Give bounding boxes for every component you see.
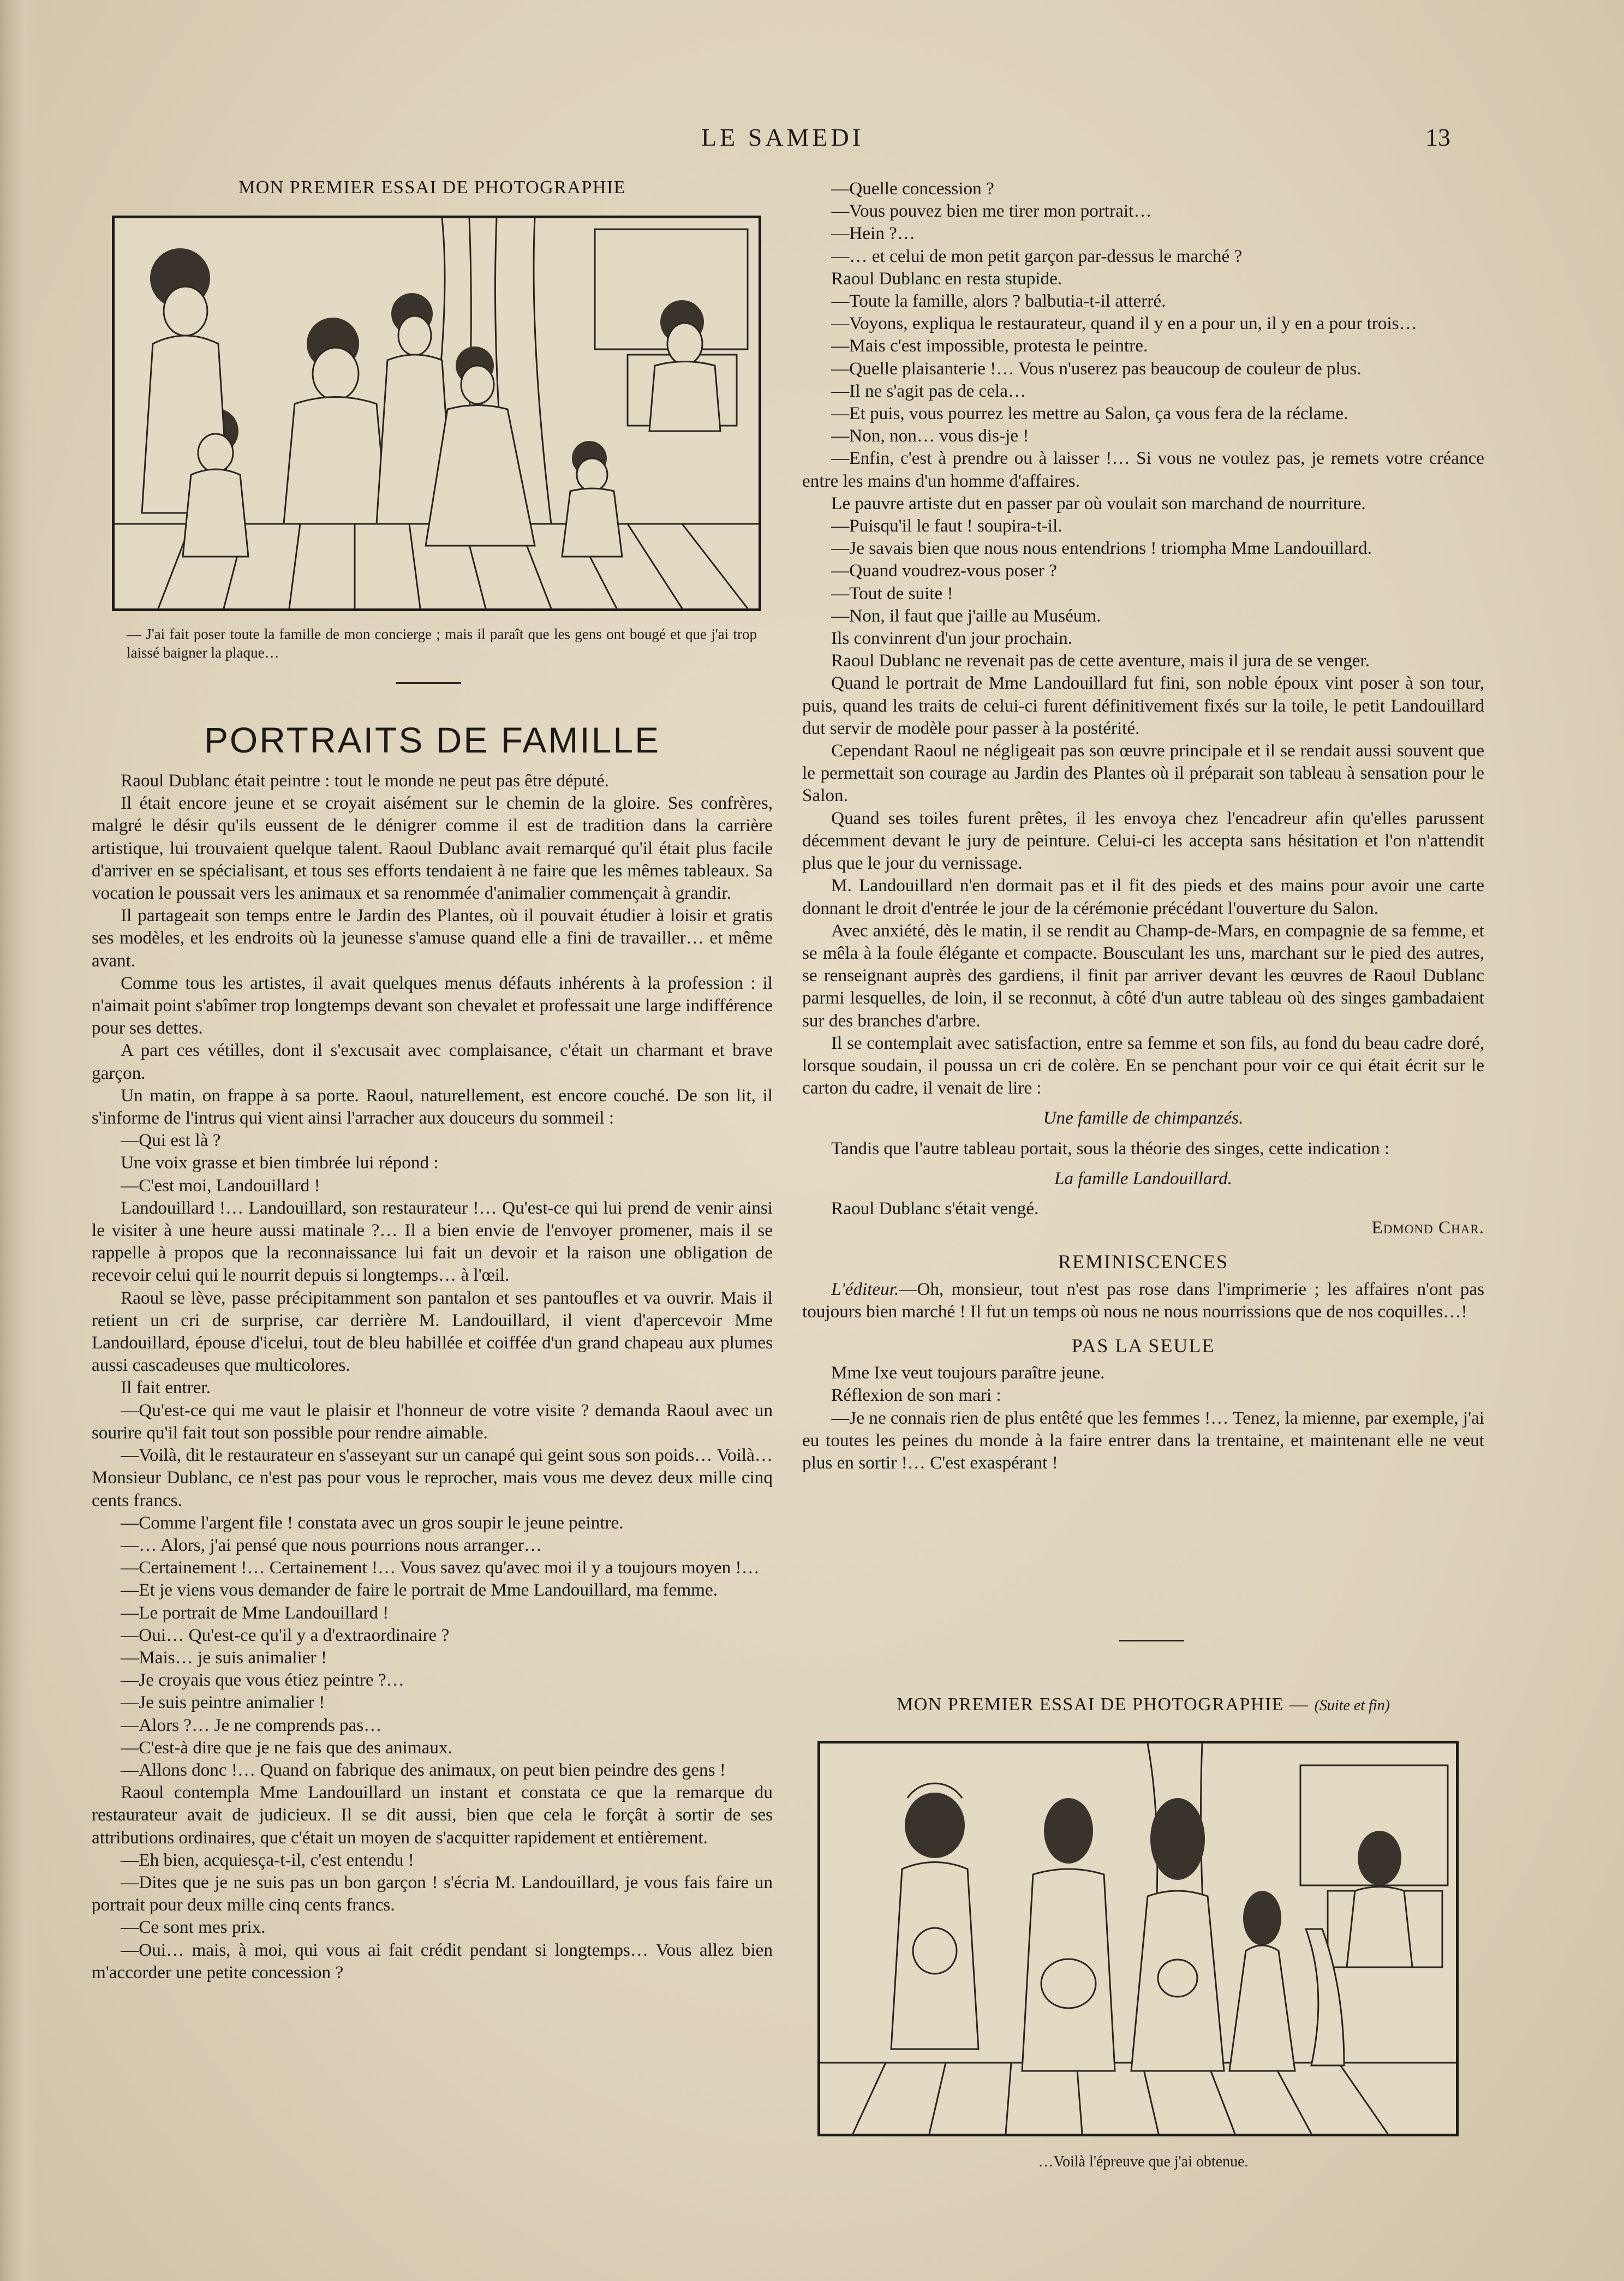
paragraph: —Quelle concession ?: [831, 178, 994, 199]
paragraph: —Mais… je suis animalier !: [121, 1647, 327, 1668]
reminiscences-title: REMINISCENCES: [1058, 1251, 1229, 1273]
paragraph: Avec anxiété, dès le matin, il se rendit au Champ-de-Mars, en compagnie de sa femme, et se mêla à la foule élégante et compacte. Bousculant les uns, marchant sur le pied des autres, se renseignant auprès des gardiens, il finit par arriver devant les œuvres de Raoul Dublanc parmi lesquelles, de loin, il se reconnut, à côté d'un autre tableau où des singes gambadaient sur des branches d'arbre.: [802, 920, 1484, 1031]
paragraph: Le pauvre artiste dut en passer par où voulait son marchand de nourriture.: [831, 493, 1366, 513]
separator-rule: [396, 682, 461, 684]
paragraph: —Toute la famille, alors ? balbutia-t-il atterré.: [831, 291, 1166, 312]
reminiscences-text: [802, 1278, 1484, 1323]
paragraph: Une voix grasse et bien timbrée lui répond :: [121, 1153, 439, 1173]
paragraph: —C'est-à dire que je ne fais que des animaux.: [121, 1737, 452, 1758]
paragraph: —Il ne s'agit pas de cela…: [831, 380, 1026, 401]
article-title: PORTRAITS DE FAMILLE: [204, 720, 661, 760]
paragraph: —Dites que je ne suis pas un bon garçon ! s'écria M. Landouillard, je vous fais faire un portrait pour deux mille cinq cents francs.: [92, 1872, 773, 1915]
figure2-subtitle: (Suite et fin): [1314, 1697, 1390, 1714]
reminiscences-body: —Oh, monsieur, tout n'est pas rose dans l'imprimerie ; les affaires n'ont pas toujours bien marché ! Il fut un temps où nous ne nous nourrissions que de nos coquilles…!: [802, 1279, 1484, 1322]
separator-rule: [1119, 1640, 1184, 1641]
paragraph: —… Alors, j'ai pensé que nous pourrions nous arranger…: [121, 1534, 542, 1555]
paragraph: Cependant Raoul ne négligeait pas son œuvre principale et il se rendait aussi souvent que le permettait son courage au Jardin des Plantes où il préparait son tableau à sensation pour le Salon.: [802, 741, 1484, 806]
paragraph: —Voilà, dit le restaurateur en s'asseyant sur un canapé qui geint sous son poids… Voilà… Monsieur Dublanc, ce n'est pas pour vous le reprocher, mais vous me devez deux mille cinq cents francs.: [92, 1445, 773, 1510]
paragraph: —Eh bien, acquiesça-t-il, c'est entendu !: [121, 1849, 414, 1870]
paragraph: —Vous pouvez bien me tirer mon portrait…: [831, 201, 1152, 222]
painting-label-chimpanzes: Une famille de chimpanzés.: [1043, 1108, 1244, 1128]
paragraph: —Oui… Qu'est-ce qu'il y a d'extraordinaire ?: [121, 1625, 450, 1645]
paragraph: —Hein ?…: [831, 223, 916, 244]
paragraph: Raoul Dublanc ne revenait pas de cette aventure, mais il jura de se venger.: [831, 650, 1370, 671]
paragraph: —Enfin, c'est à prendre ou à laisser !… Si vous ne voulez pas, je remets votre créance entre les mains d'un homme d'affaires.: [802, 448, 1484, 491]
paragraph: —Certainement !… Certainement !… Vous savez qu'avec moi il y a toujours moyen !…: [121, 1557, 760, 1578]
page-number: 13: [1425, 123, 1450, 151]
paragraph: Landouillard !… Landouillard, son restaurateur !… Qu'est-ce qui lui prend de venir ainsi le visiter à une heure aussi matinale ?… Il a bien envie de l'envoyer promener, mais il se rappelle à propos que la reconnaissance lui fait un devoir et la raison une obligation de recevoir celui qui le nourrit depuis si longtemps… à l'œil.: [92, 1197, 773, 1286]
paragraph: —Je savais bien que nous nous entendrions ! triompha Mme Landouillard.: [831, 538, 1372, 559]
family-photo-drawing: [115, 218, 759, 608]
paragraph: Raoul Dublanc était peintre : tout le monde ne peut pas être député.: [121, 771, 609, 791]
paragraph: —Tout de suite !: [831, 583, 953, 604]
paragraph: Quand ses toiles furent prêtes, il les envoya chez l'encadreur afin qu'elles parussent décemment devant le jury de peinture. Celui-ci les accepta sans hésitation et l'on n'attendit plus que le jour du vernissage.: [802, 808, 1484, 874]
paragraph: Comme tous les artistes, il avait quelques menus défauts inhérents à la profession : il n'aimait point s'abîmer trop longtemps devant son chevalet et professait une large indifférence pour ses dettes.: [92, 972, 773, 1038]
paragraph: M. Landouillard n'en dormait pas et il fit des pieds et des mains pour avoir une carte donnant le droit d'entrée le jour de la cérémonie précédant l'ouverture du Salon.: [802, 875, 1484, 918]
chimpanzee-family-drawing: [820, 1743, 1456, 2134]
paragraph: —Non, non… vous dis-je !: [831, 426, 1029, 446]
paragraph: —Je suis peintre animalier !: [121, 1692, 325, 1713]
paragraph: —Quand voudrez-vous poser ?: [831, 560, 1057, 581]
speaker-label: L'éditeur.: [831, 1279, 899, 1299]
figure2-title-text: MON PREMIER ESSAI DE PHOTOGRAPHIE —: [897, 1694, 1309, 1715]
paragraph: —Le portrait de Mme Landouillard !: [121, 1602, 389, 1623]
paragraph: —Je croyais que vous étiez peintre ?…: [121, 1670, 404, 1691]
paragraph: —Non, il faut que j'aille au Muséum.: [831, 605, 1101, 626]
paragraph: —Et puis, vous pourrez les mettre au Salon, ça vous fera de la réclame.: [831, 403, 1348, 424]
pas-la-seule-title: PAS LA SEULE: [1071, 1334, 1215, 1357]
paragraph: —Mais c'est impossible, protesta le peintre.: [831, 336, 1148, 356]
page-fold-shadow: [0, 0, 38, 2281]
paragraph: Un matin, on frappe à sa porte. Raoul, naturellement, est encore couché. De son lit, il s'informe de l'intrus qui vient ainsi l'arracher aux douceurs du sommeil :: [92, 1085, 773, 1128]
paragraph: —Voyons, expliqua le restaurateur, quand il y en a pour un, il y en a pour trois…: [831, 313, 1417, 334]
paragraph: —Qu'est-ce qui me vaut le plaisir et l'honneur de votre visite ? demanda Raoul avec un sourire qu'il fait tout son possible pour rendre aimable.: [92, 1400, 773, 1443]
paragraph: Il partageait son temps entre le Jardin des Plantes, où il pouvait étudier à loisir et gratis ses modèles, et les endroits où la jeunesse s'amuse quand elle a fini de travailler… et même avant.: [92, 905, 773, 971]
paragraph: A part ces vétilles, dont il s'excusait avec complaisance, c'était un charmant et brave garçon.: [92, 1040, 773, 1083]
article-right-column: [802, 177, 1484, 1474]
paragraph: —C'est moi, Landouillard !: [121, 1175, 320, 1196]
paragraph: Raoul Dublanc en resta stupide.: [831, 268, 1062, 289]
author-signature: Edmond Char.: [1371, 1217, 1484, 1238]
paragraph: Il était encore jeune et se croyait aisément sur le chemin de la gloire. Ses confrères, malgré le désir qu'ils eussent de le dénigrer comme il est de tradition dans la carrière artistique, lui trouvaient quelque talent. Raoul Dublanc avait remarqué qu'il était plus facile d'arriver en se spécialisant, et tous ses efforts tendaient à ne faire que les mêmes tableaux. Sa vocation le poussait vers les animaux et sa renommée d'animalier commençait à grandir.: [92, 793, 773, 904]
figure1-title: MON PREMIER ESSAI DE PHOTOGRAPHIE: [238, 177, 626, 198]
chimpanzee-family-illustration: [817, 1741, 1459, 2136]
paragraph: Il se contemplait avec satisfaction, entre sa femme et son fils, au fond du beau cadre doré, lorsque soudain, il poussa un cri de colère. En se penchant pour voir ce qui était écrit sur le carton du cadre, il venait de lire :: [802, 1032, 1484, 1098]
paragraph: —Je ne connais rien de plus entêté que les femmes !… Tenez, la mienne, par exemple, j'ai eu toutes les peines du monde à la faire entrer dans la trentaine, et maintenant elle ne veut plus en sortir !… C'est exaspérant !: [802, 1407, 1484, 1473]
paragraph: Réflexion de son mari :: [831, 1385, 1001, 1406]
paragraph: Quand le portrait de Mme Landouillard fut fini, son noble époux vint poser à son tour, puis, quand les traits de celui-ci furent définitivement fixés sur la toile, le petit Landouillard dut servir de modèle pour passer à la postérité.: [802, 673, 1484, 738]
painting-label-landouillard: La famille Landouillard.: [1054, 1168, 1233, 1189]
article-left-column: [92, 769, 773, 1984]
paragraph: Raoul contempla Mme Landouillard un instant et constata ce que la remarque du restaurateur avait de judicieux. Il se dit aussi, bien que cela le forçât à sortir de ses attributions ordinaires, que c'était un moyen de s'acquitter rapidement et entièrement.: [92, 1782, 773, 1848]
closing-line: Raoul Dublanc s'était vengé.: [831, 1198, 1039, 1219]
paragraph: —Comme l'argent file ! constata avec un gros soupir le jeune peintre.: [121, 1512, 624, 1533]
figure1-caption: — J'ai fait poser toute la famille de mon concierge ; mais il paraît que les gens ont bougé et que j'ai trop laissé baigner la plaque…: [127, 626, 757, 661]
family-photo-illustration: [112, 216, 761, 611]
paragraph: Raoul se lève, passe précipitamment son pantalon et ses pantoufles et va ouvrir. Mais il retient un cri de surprise, car derrière M. Landouillard, il vient d'apercevoir Mme Landouillard, épouse d'icelui, tout de bleu habillée et coiffée d'un grand chapeau aux plumes aussi cascadeuses que multicolores.: [92, 1287, 773, 1376]
paragraph: Tandis que l'autre tableau portait, sous la théorie des singes, cette indication :: [831, 1138, 1390, 1159]
newspaper-title: LE SAMEDI: [701, 123, 864, 151]
paragraph: —Et je viens vous demander de faire le portrait de Mme Landouillard, ma femme.: [121, 1580, 718, 1601]
paragraph: —Alors ?… Je ne comprends pas…: [121, 1715, 382, 1735]
paragraph: —Ce sont mes prix.: [121, 1917, 266, 1938]
paragraph: Il fait entrer.: [121, 1377, 211, 1398]
paragraph: —Oui… mais, à moi, qui vous ai fait crédit pendant si longtemps… Vous allez bien m'accorder une petite concession ?: [92, 1939, 773, 1983]
paragraph: —Puisqu'il le faut ! soupira-t-il.: [831, 516, 1062, 536]
figure2-title: [802, 1694, 1484, 1715]
figure2-caption: …Voilà l'épreuve que j'ai obtenue.: [1038, 2153, 1249, 2170]
paragraph: Ils convinrent d'un jour prochain.: [831, 628, 1073, 649]
paragraph: —Quelle plaisanterie !… Vous n'userez pas beaucoup de couleur de plus.: [831, 358, 1362, 379]
paragraph: —Allons donc !… Quand on fabrique des animaux, on peut bien peindre des gens !: [121, 1759, 726, 1780]
paragraph: —… et celui de mon petit garçon par-dessus le marché ?: [831, 246, 1243, 266]
paragraph: —Qui est là ?: [121, 1130, 221, 1151]
paragraph: Mme Ixe veut toujours paraître jeune.: [831, 1363, 1105, 1383]
